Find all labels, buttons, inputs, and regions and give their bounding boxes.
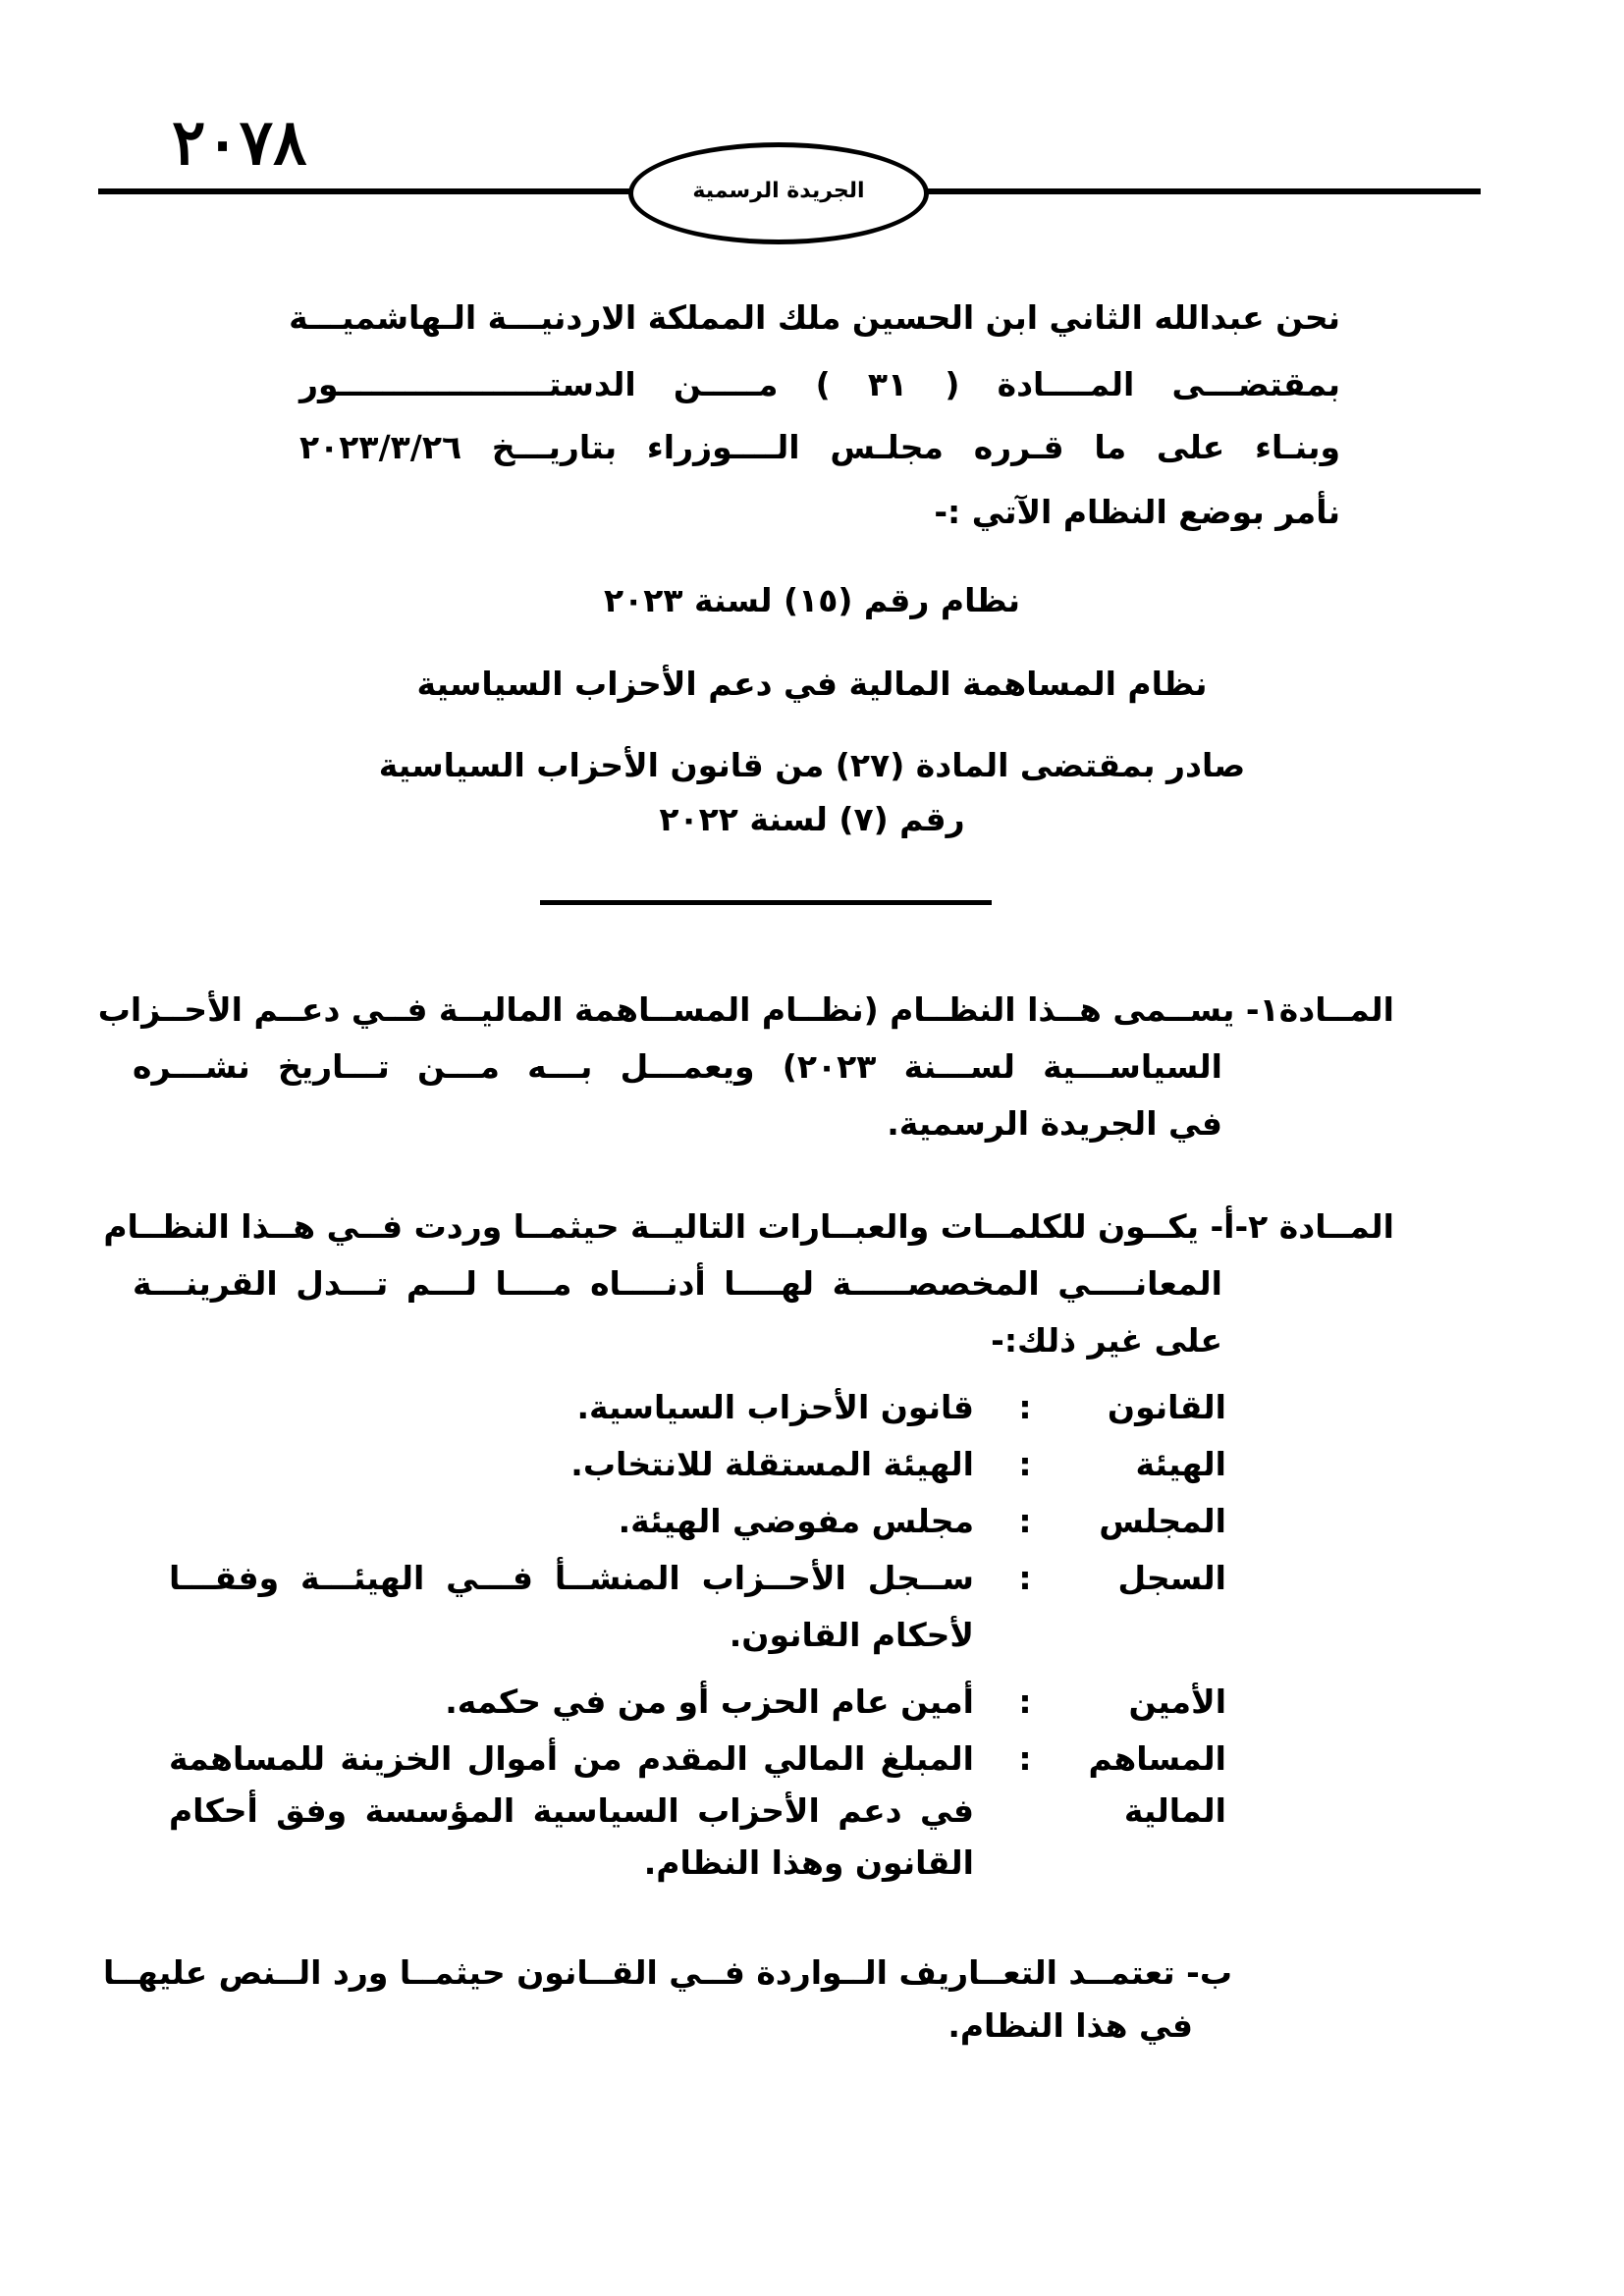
- definition-colon: :: [1018, 1739, 1032, 1778]
- definition-term: السجل: [1117, 1559, 1226, 1597]
- definition-term: الأمين: [1128, 1682, 1226, 1721]
- definition-text: أمين عام الحزب أو من في حكمه.: [445, 1682, 974, 1721]
- article-2-para-b-line-1: ب- تعتمــد التعــاريف الــواردة فــي القــانون حيثمــا ورد الــنص عليهــا: [102, 1953, 1232, 1992]
- definition-text: الهيئة المستقلة للانتخاب.: [570, 1445, 974, 1483]
- masthead-title: الجريدة الرسمية: [692, 178, 865, 203]
- section-divider: [540, 900, 992, 905]
- definition-colon: :: [1018, 1445, 1032, 1483]
- definition-term: المجلس: [1099, 1502, 1226, 1540]
- definition-text: قانون الأحزاب السياسية.: [576, 1388, 974, 1426]
- preamble-line-3: وبنـاء على ما قـرره مجلـس الــــوزراء بتاريـــخ ٢٠٢٣/٣/٢٦: [299, 428, 1340, 466]
- definition-text: لأحكام القانون.: [729, 1616, 974, 1654]
- article-1-line-1: المــادة١- يســمى هــذا النظــام (نظــام المســاهمة الماليــة فــي دعــم الأحــزاب: [97, 990, 1394, 1029]
- definition-text: في دعم الأحزاب السياسية المؤسسة وفق أحكام: [169, 1791, 974, 1830]
- preamble-line-2: بمقتضـــى المــــادة ( ٣١ ) مـــــن الدستـــــــــــــــــــور: [299, 365, 1340, 403]
- article-2-line-3: على غير ذلك:-: [991, 1321, 1222, 1360]
- page-number: ٢٠٧٨: [172, 106, 307, 180]
- masthead-oval: [628, 142, 929, 244]
- definition-text: القانون وهذا النظام.: [643, 1843, 974, 1882]
- definition-term-continued: المالية: [1123, 1791, 1226, 1830]
- issued-under-line-2: رقم (٧) لسنة ٢٠٢٢: [659, 800, 965, 838]
- article-2-para-b-line-2: في هذا النظام.: [947, 2006, 1193, 2045]
- definition-colon: :: [1018, 1682, 1032, 1721]
- definition-text: مجلس مفوضي الهيئة.: [618, 1502, 974, 1540]
- definition-text: المبلغ المالي المقدم من أموال الخزينة للمساهمة: [169, 1739, 974, 1778]
- definition-colon: :: [1018, 1502, 1032, 1540]
- article-1-line-3: في الجريدة الرسمية.: [887, 1104, 1222, 1143]
- preamble-line-4: نأمر بوضع النظام الآتي :-: [934, 493, 1340, 531]
- article-2-line-1: المــادة ٢-أ- يكــون للكلمــات والعبــارات التاليــة حيثمــا وردت فــي هــذا النظــام: [103, 1207, 1394, 1246]
- preamble-line-1: نحن عبدالله الثاني ابن الحسين ملك المملكة الاردنيـــة الـهاشميـــة: [289, 298, 1340, 337]
- regulation-name: نظام المساهمة المالية في دعم الأحزاب السياسية: [416, 665, 1208, 703]
- article-2-line-2: المعانــــي المخصصـــــة لهــــا أدنــــاه مــــا لـــم تـــدل القرينـــة: [133, 1264, 1222, 1303]
- issued-under-line-1: صادر بمقتضى المادة (٢٧) من قانون الأحزاب السياسية: [378, 746, 1246, 784]
- definition-term: القانون: [1107, 1388, 1226, 1426]
- definition-text: ســجل الأحــزاب المنشــأ فـــي الهيئـــة وفقـــا: [169, 1559, 974, 1597]
- article-1-line-2: السياســـية لســـنة ٢٠٢٣) ويعمـــل بـــه مـــن تـــاريخ نشـــره: [133, 1047, 1222, 1086]
- definition-colon: :: [1018, 1388, 1032, 1426]
- regulation-number: نظام رقم (١٥) لسنة ٢٠٢٣: [603, 581, 1021, 619]
- definition-term: المساهم: [1088, 1739, 1226, 1778]
- definition-colon: :: [1018, 1559, 1032, 1597]
- definition-term: الهيئة: [1135, 1445, 1226, 1483]
